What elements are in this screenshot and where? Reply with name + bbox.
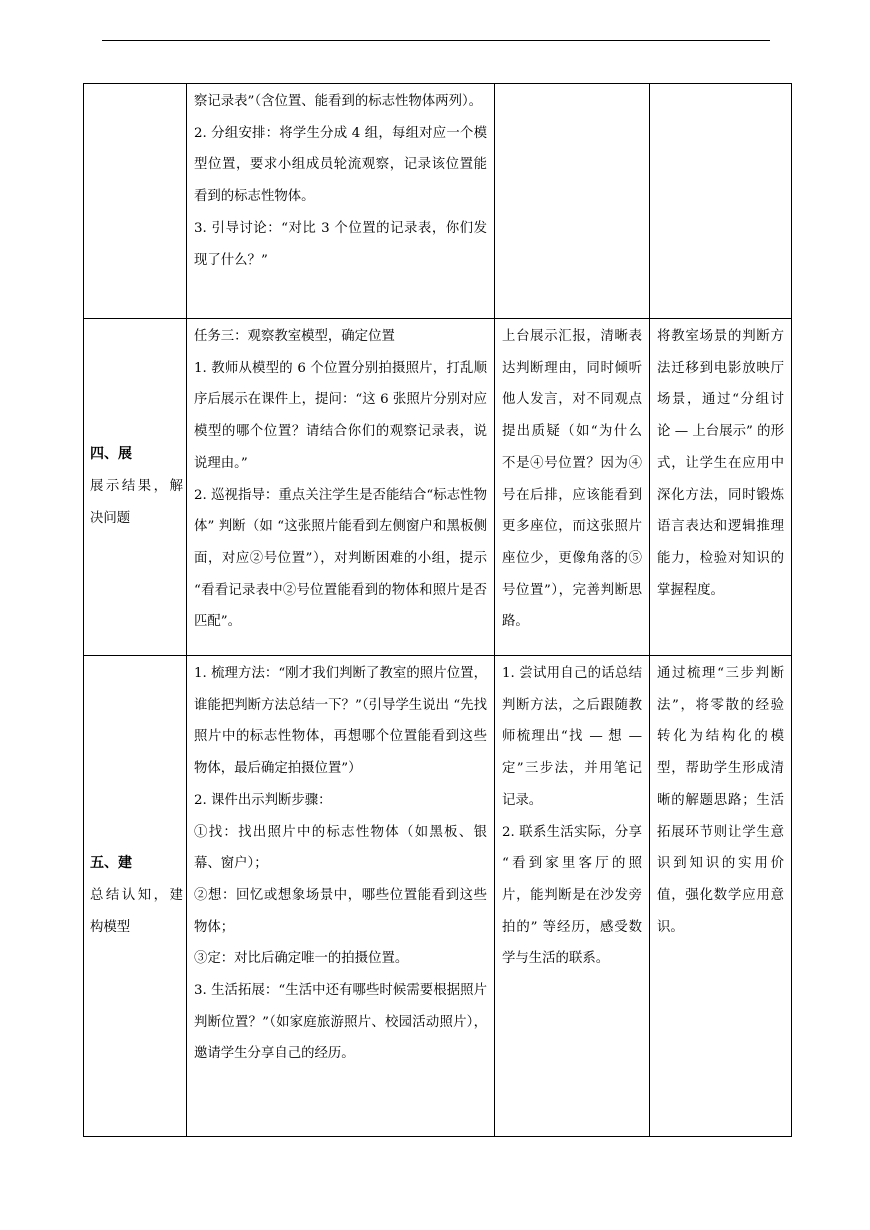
phase-description: 总结认知，建构模型 — [90, 888, 183, 935]
phase-title: 四、展 — [90, 446, 132, 463]
teacher-activity-cell — [187, 319, 495, 656]
teacher-paragraph: 2. 分组安排：将学生分成 4 组，每组对应一个模型位置，要求小组成员轮流观察，记录该位置能看到的标志性物体。 — [194, 125, 487, 205]
design-intent-cell — [650, 84, 792, 319]
phase-description: 展示结果，解决问题 — [90, 479, 183, 526]
teacher-paragraph: 2. 巡视指导：重点关注学生是否能结合“标志性物体” 判断（如 “这张照片能看到左侧窗户和黑板侧面，对应②号位置”），对判断困难的小组，提示 “看看记录表中②号位置能看到的物体和照片是否匹配”。 — [194, 487, 487, 630]
teacher-activity-cell — [187, 84, 495, 319]
teacher-paragraph: ②想：回忆或想象场景中，哪些位置能看到这些物体； — [194, 887, 487, 935]
teacher-paragraph: 1. 梳理方法：“刚才我们判断了教室的照片位置，谁能把判断方法总结一下？”（引导学生说出 “先找照片中的标志性物体，再想哪个位置能看到这些物体，最后确定拍摄位置”） — [194, 666, 487, 777]
teacher-paragraph: 1. 教师从模型的 6 个位置分别拍摄照片，打乱顺序后展示在课件上，提问：“这 6 张照片分别对应模型的哪个位置？请结合你们的观察记录表，说说理由。” — [194, 360, 487, 471]
teacher-paragraph: ①找：找出照片中的标志性物体（如黑板、银幕、窗户）； — [194, 824, 487, 872]
teacher-paragraph: 3. 生活拓展：“生活中还有哪些时候需要根据照片判断位置？”（如家庭旅游照片、校园活动照片），邀请学生分享自己的经历。 — [194, 983, 487, 1062]
phase-cell — [84, 319, 187, 656]
header-rule — [102, 40, 770, 41]
teacher-paragraph: 2. 课件出示判断步骤： — [194, 792, 332, 808]
student-paragraph: 上台展示汇报，清晰表达判断理由，同时倾听他人发言，对不同观点提出质疑（如“为什么不是④号位置？因为④号在后排，应该能看到更多座位，而这张照片座位少，更像角落的⑤号位置”），完善判断思路。 — [502, 329, 642, 630]
phase-cell — [84, 84, 187, 319]
lesson-plan-table — [83, 83, 792, 1137]
phase-title: 五、建 — [90, 855, 132, 872]
student-activity-cell — [495, 84, 650, 319]
teacher-activity-cell — [187, 656, 495, 1137]
student-paragraph: 2. 联系生活实际，分享 “看到家里客厅的照片，能判断是在沙发旁拍的” 等经历，感受数学与生活的联系。 — [502, 824, 642, 967]
table-row — [84, 656, 792, 1137]
teacher-paragraph: ③定：对比后确定唯一的拍摄位置。 — [194, 951, 409, 967]
table-row — [84, 319, 792, 656]
design-intent-cell — [650, 319, 792, 656]
student-activity-cell — [495, 319, 650, 656]
student-activity-cell — [495, 656, 650, 1137]
student-paragraph: 1. 尝试用自己的话总结判断方法，之后跟随教师梳理出“找 — 想 — 定”三步法，并用笔记记录。 — [502, 666, 642, 808]
phase-cell — [84, 656, 187, 1137]
teacher-paragraph: 任务三：观察教室模型，确定位置 — [194, 329, 395, 344]
teacher-paragraph: 察记录表”（含位置、能看到的标志性物体两列）。 — [194, 94, 483, 109]
intent-paragraph: 将教室场景的判断方法迁移到电影放映厅场景，通过“分组讨论 — 上台展示” 的形式，让学生在应用中深化方法，同时锻炼语言表达和逻辑推理能力，检验对知识的掌握程度。 — [657, 329, 784, 598]
table-row — [84, 84, 792, 319]
intent-paragraph: 通过梳理“三步判断法”，将零散的经验转化为结构化的模型，帮助学生形成清晰的解题思路；生活拓展环节则让学生意识到知识的实用价值，强化数学应用意识。 — [657, 666, 784, 935]
teacher-paragraph: 3. 引导讨论：“对比 3 个位置的记录表，你们发现了什么？” — [194, 220, 487, 268]
design-intent-cell — [650, 656, 792, 1137]
